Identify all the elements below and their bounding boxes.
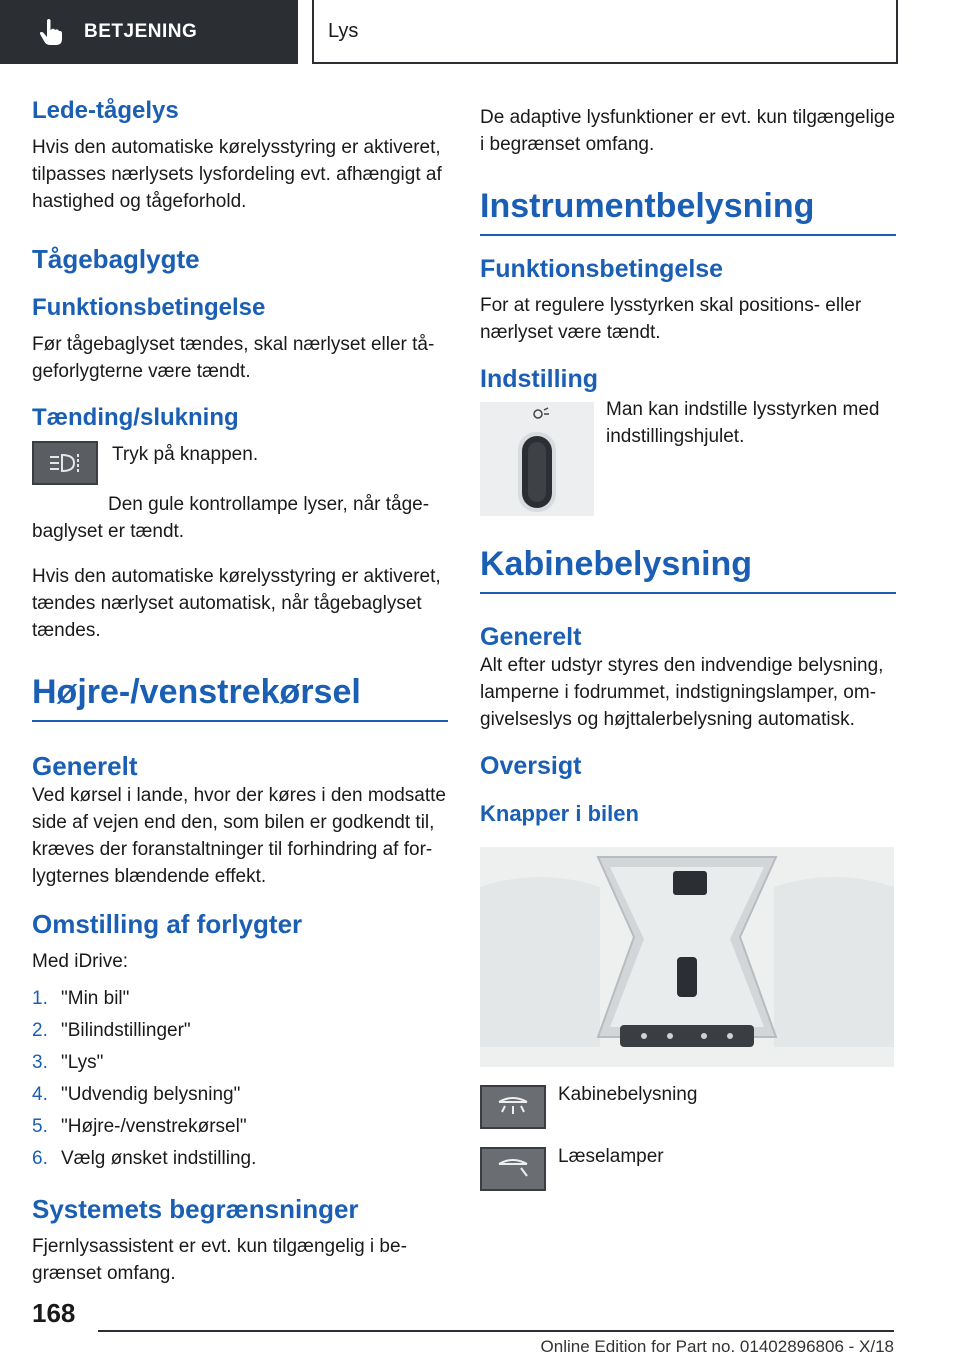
heading-funktionsbetingelse: Funktionsbetingelse: [32, 294, 266, 321]
paragraph-generelt-right: Alt efter udstyr styres den indvendige belysning, lamperne i fodrummet, indstigningslamper, omgivelseslys og højttalerbelysning automatisk.: [480, 655, 884, 730]
chapter-title: Lys: [328, 19, 359, 42]
paragraph-generelt: Ved kørsel i lande, hvor der køres i den modsatte side af vejen end den, som bilen er godkendt til, kræves der foranstaltninger til forhindring af forlygternes blændende effekt.: [32, 785, 446, 887]
reading-light-row: [480, 1147, 896, 1191]
steps-list: [32, 983, 448, 1175]
paragraph-indstilling: Man kan indstille lysstyrken med indstillingshjulet.: [606, 399, 880, 447]
paragraph-gule-first: Den gule kontrollampe lyser, når tåge‑: [108, 494, 430, 515]
cabin-light-label: Kabinebelysning: [558, 1084, 698, 1105]
heading-generelt-right: Generelt: [480, 623, 582, 651]
paragraph-adaptive: De adaptive lysfunktioner er evt. kun tilgængelige i begrænset omfang.: [480, 107, 896, 155]
paragraph-idrive: Med iDrive:: [32, 951, 129, 972]
page-number: 168: [32, 1298, 76, 1328]
list-item: 3. "Lys": [32, 1052, 104, 1073]
reading-light-button-icon: [480, 1147, 546, 1191]
heading-generelt: Generelt: [32, 751, 138, 781]
paragraph-funktionsbetingelse-right: For at regulere lysstyrken skal positions- eller nærlyset være tændt.: [480, 295, 862, 343]
brightness-dial-image: [480, 402, 594, 516]
heading-oversigt: Oversigt: [480, 752, 582, 780]
pointing-hand-icon: [38, 17, 68, 47]
cabin-light-row: [480, 1085, 896, 1129]
reading-light-label: Læselamper: [558, 1146, 664, 1167]
heading-systemets: Systemets begrænsninger: [32, 1194, 359, 1224]
chapter-heading-instrumentbelysning: Instrumentbelysning: [480, 186, 896, 236]
rear-fog-light-button-icon: [32, 441, 98, 485]
paragraph-funktionsbetingelse: Før tågebaglyset tændes, skal nærlyset eller tågeforlygterne være tændt.: [32, 334, 435, 382]
heading-omstilling: Omstilling af forlygter: [32, 909, 303, 939]
heading-funktionsbetingelse-right: Funktionsbetingelse: [480, 255, 724, 283]
list-item: 2. "Bilindstillinger": [32, 1020, 191, 1041]
paragraph-gule-rest: baglyset er tændt.: [32, 521, 185, 542]
list-item: 6. Vælg ønsket indstilling.: [32, 1148, 257, 1169]
paragraph-systemets: Fjernlysassistent er evt. kun tilgængelig i begrænset omfang.: [32, 1236, 407, 1284]
fog-light-row: [32, 441, 448, 485]
section-label: BETJENING: [84, 21, 198, 42]
paragraph-automatisk: Hvis den automatiske kørelysstyring er aktiveret, tændes nærlyset automatisk, når tågebaglyset tændes.: [32, 566, 441, 641]
paragraph-tryk: Tryk på knappen.: [112, 444, 259, 465]
cabin-light-button-icon: [480, 1085, 546, 1129]
dial-row: [480, 399, 896, 516]
footer-edition: Online Edition for Part no. 01402896806 - X/18: [540, 1337, 894, 1356]
section-tab: [0, 0, 298, 64]
heading-knapper: Knapper i bilen: [480, 801, 639, 826]
left-column: [32, 96, 448, 1287]
chapter-heading-hojre-venstre: Højre-/venstrekørsel: [32, 672, 448, 722]
footer-divider: [98, 1330, 894, 1332]
heading-indstilling: Indstilling: [480, 365, 599, 393]
list-item: 4. "Udvendig belysning": [32, 1084, 241, 1105]
chapter-heading-kabinebelysning: Kabinebelysning: [480, 544, 896, 594]
chapter-header: [312, 0, 898, 64]
right-column: [480, 104, 896, 1191]
roof-console-photo: [480, 847, 894, 1067]
list-item: 5. "Højre-/venstrekørsel": [32, 1116, 247, 1137]
list-item: 1. "Min bil": [32, 988, 130, 1009]
paragraph-ledetagelys: Hvis den automatiske kørelysstyring er aktiveret, tilpasses nærlysets lysfordeling evt. afhængigt af hastighed og tågeforhold.: [32, 137, 442, 212]
heading-taending: Tænding/slukning: [32, 404, 239, 431]
heading-tagebaglygte: Tågebaglygte: [32, 244, 200, 274]
heading-ledetagelys: Lede-tågelys: [32, 97, 179, 124]
